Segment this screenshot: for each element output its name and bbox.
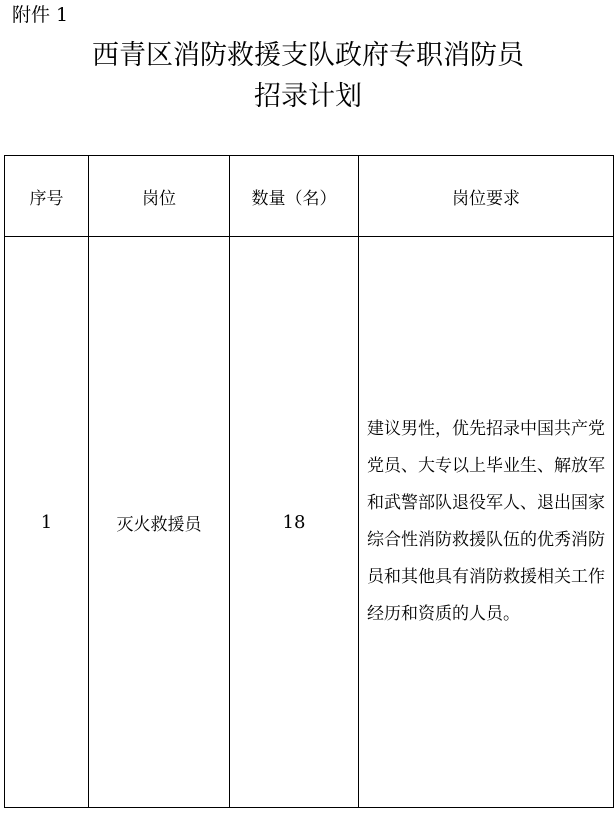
page-title-line2: 招录计划 [254, 81, 362, 112]
header-index: 序号 [5, 156, 89, 237]
attachment-label: 附件 1 [12, 4, 69, 26]
header-count: 数量（名） [230, 156, 359, 237]
row-requirement: 建议男性，优先招录中国共产党党员、大专以上毕业生、解放军和武警部队退役军人、退出国家综合性消防救援队伍的优秀消防员和其他具有消防救援相关工作经历和资质的人员。 [359, 237, 614, 808]
table-header-row [5, 156, 614, 237]
header-position: 岗位 [89, 156, 230, 237]
page-title: 西青区消防救援支队政府专职消防员 [92, 40, 524, 71]
header-requirement: 岗位要求 [359, 156, 614, 237]
row-position: 灭火救援员 [89, 237, 230, 808]
row-count: 18 [230, 237, 359, 808]
table-row [5, 237, 614, 808]
recruitment-plan-table [4, 155, 614, 808]
row-index: 1 [5, 237, 89, 808]
